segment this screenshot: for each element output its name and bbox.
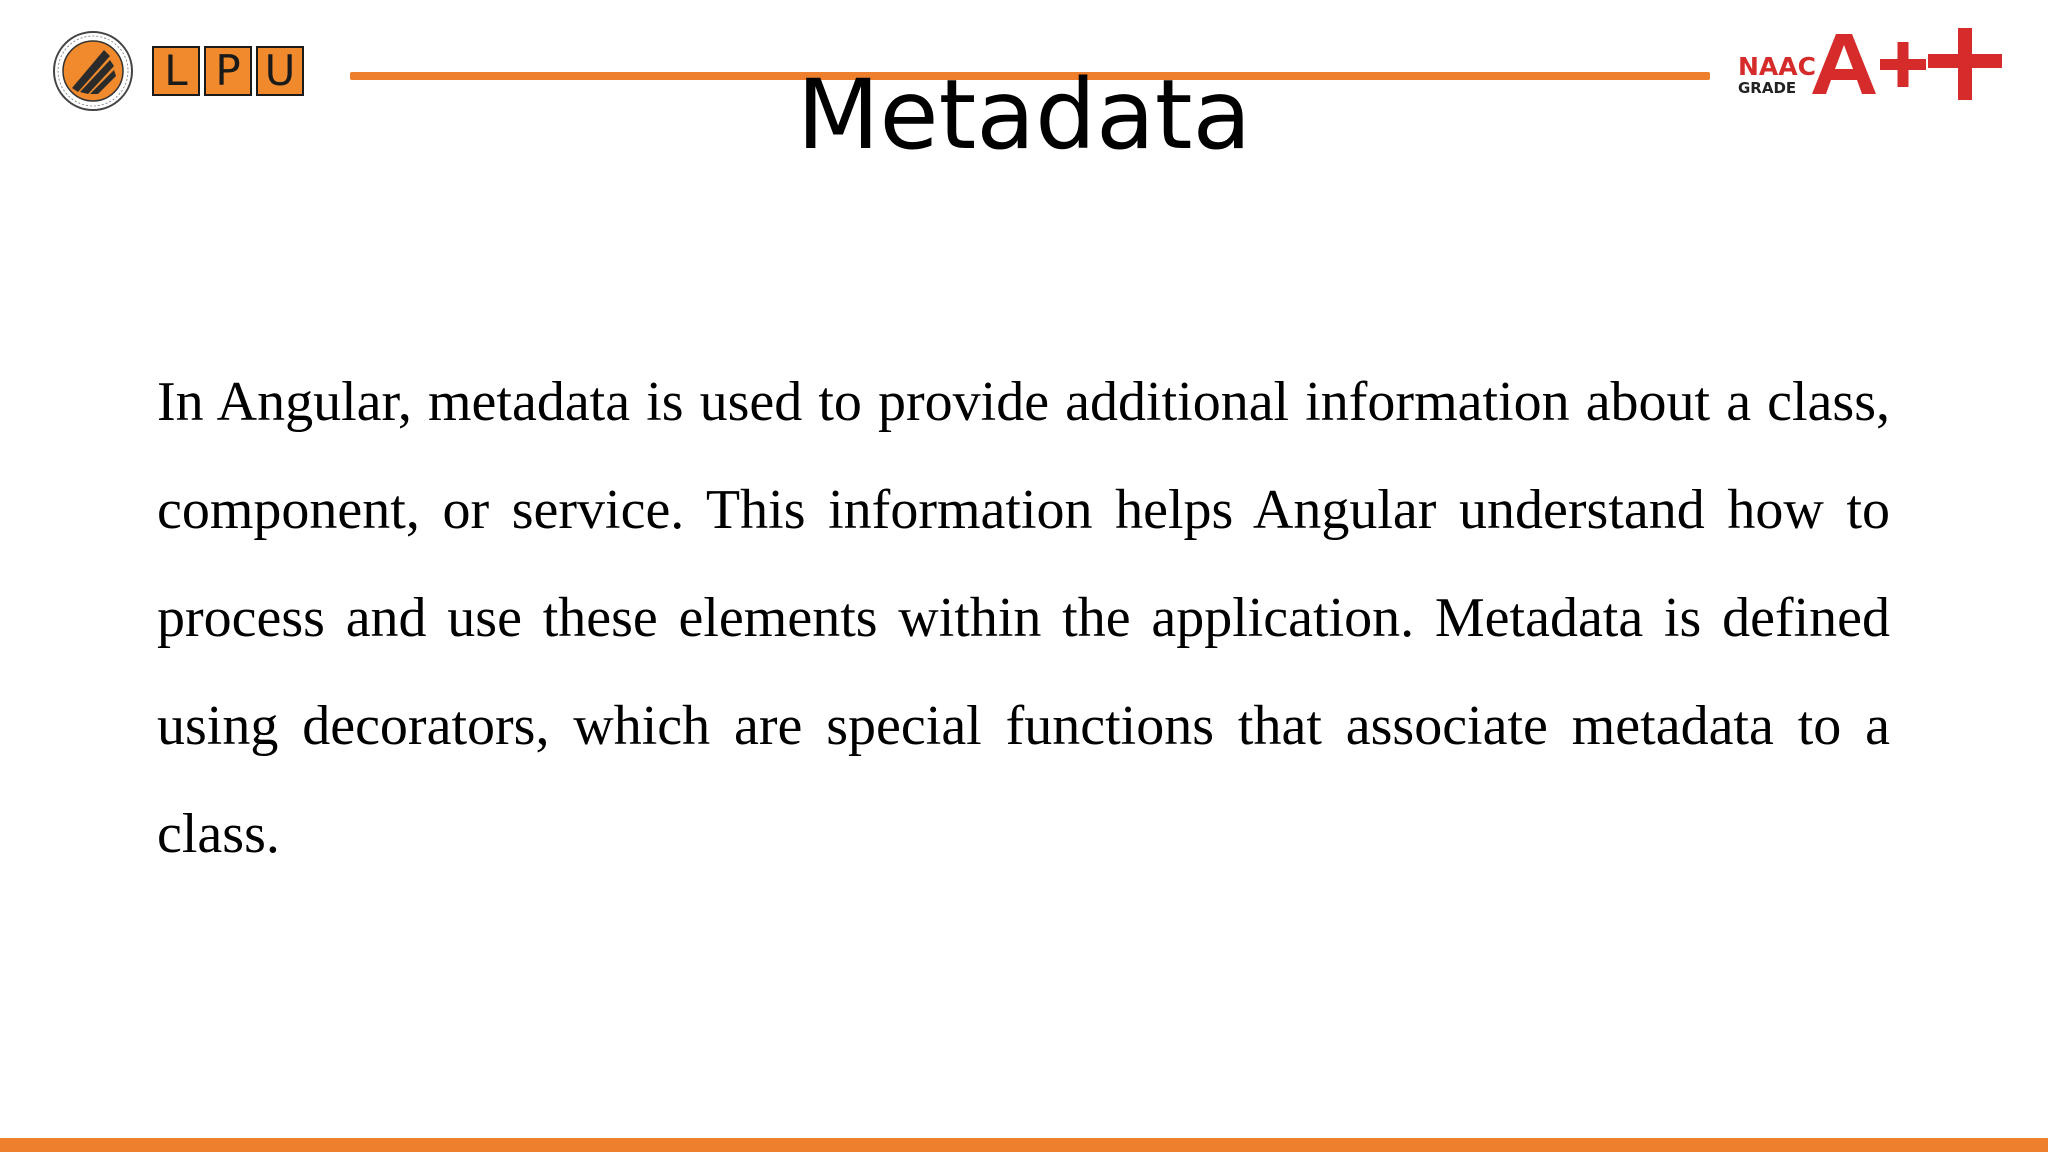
footer-rule <box>0 1138 2048 1152</box>
slide-title <box>0 58 2048 173</box>
lpu-letter-u: U <box>256 46 304 96</box>
naac-label: NAAC <box>1738 52 1816 81</box>
grade-label: GRADE <box>1738 79 1797 97</box>
lpu-letter-l: L <box>152 46 200 96</box>
lpu-letter-p: P <box>204 46 252 96</box>
slide-title-text: Metadata <box>796 59 1252 171</box>
slide-body: In Angular, metadata is used to provide additional information about a class, component, or service. This information helps Angular understand how to process and use these elements within the application. Metadata is defined using decorators, which are special functions that associate metadata to a class. <box>157 371 1890 865</box>
